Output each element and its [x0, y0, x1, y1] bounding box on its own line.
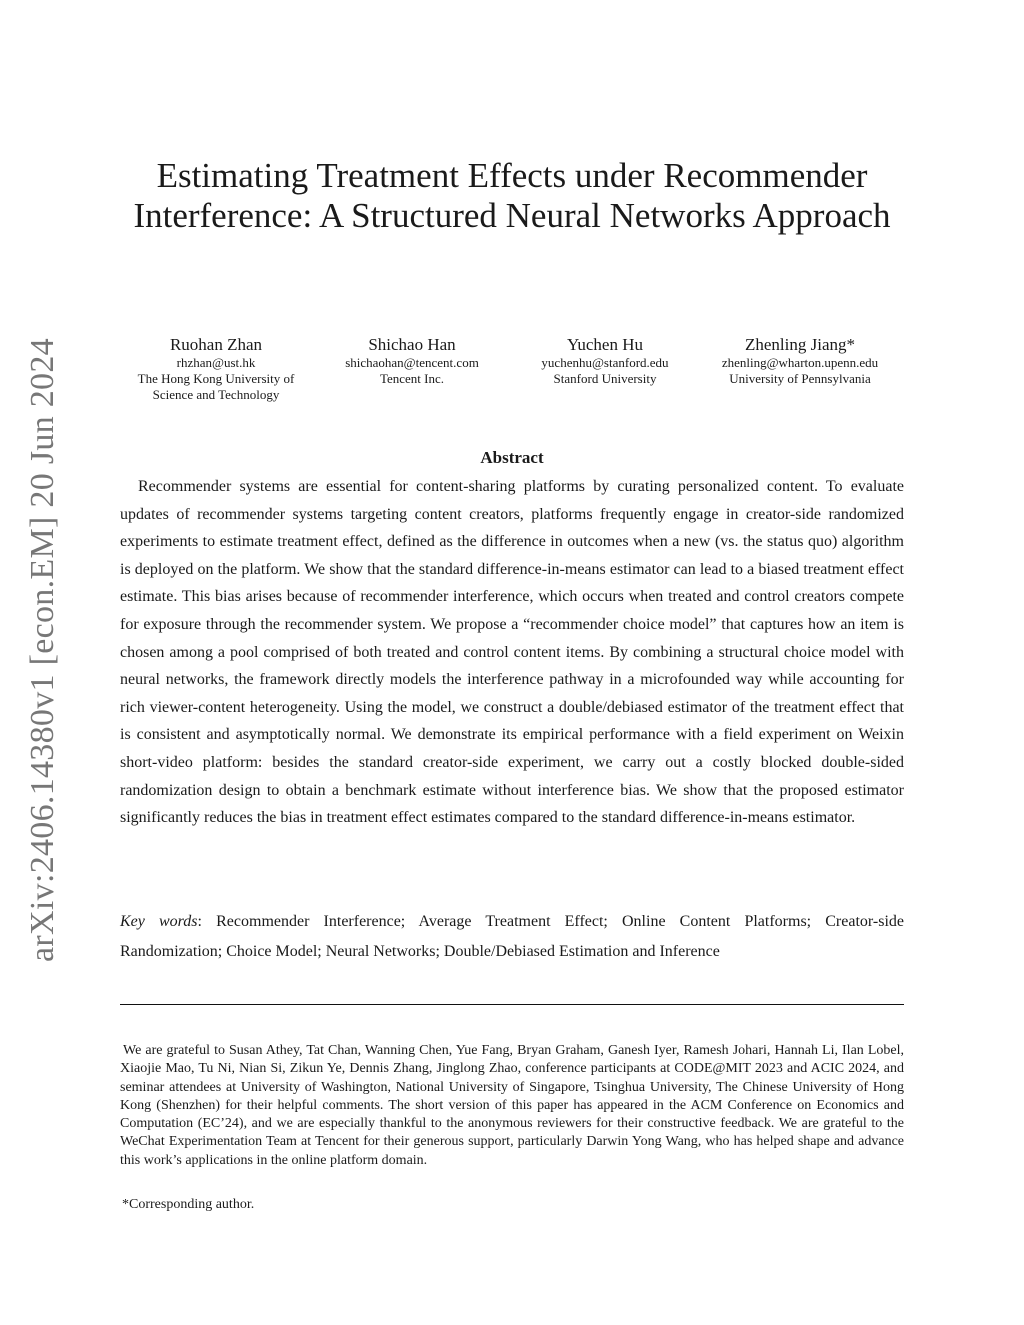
- author-email: shichaohan@tencent.com: [345, 355, 479, 370]
- footnote-divider: [120, 1004, 904, 1005]
- author-block: [318, 334, 506, 387]
- author-block: [515, 334, 695, 387]
- paper-title: Estimating Treatment Effects under Recommender Interference: A Structured Neural Networks Approach: [133, 156, 891, 235]
- keywords-paragraph: [120, 907, 904, 967]
- author-block: [700, 334, 900, 387]
- author-name: Zhenling Jiang*: [744, 335, 855, 354]
- author-affiliation: Science and Technology: [152, 387, 280, 402]
- author-email: rhzhan@ust.hk: [176, 355, 256, 370]
- author-name: Ruohan Zhan: [169, 335, 263, 354]
- abstract-body: Recommender systems are essential for content-sharing platforms by curating personalized content. To evaluate updates of recommender systems targeting content creators, platforms frequently engage in creator-side randomized experiments to estimate treatment effect, defined as the difference in outcomes when a new (vs. the status quo) algorithm is deployed on the platform. We show that the standard difference-in-means estimator can lead to a biased treatment effect estimate. This bias arises because of recommender interference, which occurs when treated and control creators compete for exposure through the recommender system. We propose a “recommender choice model” that captures how an item is chosen among a pool comprised of both treated and control content items. By combining a structural choice model with neural networks, the framework directly models the interference pathway in a microfounded way while accounting for rich viewer-content heterogeneity. Using the model, we construct a double/debiased estimator of the treatment effect that is consistent and asymptotically normal. We demonstrate its empirical performance with a field experiment on Weixin short-video platform: besides the standard creator-side experiment, we carry out a costly blocked double-sided randomization design to obtain a benchmark estimate without interference bias. We show that the proposed estimator significantly reduces the bias in treatment effect estimates compared to the standard difference-in-means estimator.: [120, 478, 904, 827]
- acknowledgement-footnote: We are grateful to Susan Athey, Tat Chan, Wanning Chen, Yue Fang, Bryan Graham, Ganesh Iyer, Ramesh Johari, Hannah Li, Ilan Lobel, Xiaojie Mao, Tu Ni, Nian Si, Zikun Ye, Dennis Zhang, Jinglong Zhao, conference participants at CODE@MIT 2023 and ACIC 2024, and seminar attendees at University of Washington, National University of Singapore, Tsinghua University, The Chinese University of Hong Kong (Shenzhen) for their helpful comments. The short version of this paper has appeared in the ACM Conference on Economics and Computation (EC’24), and we are especially thankful to the anonymous reviewers for their constructive feedback. We are grateful to the WeChat Experimentation Team at Tencent for their generous support, particularly Darwin Yong Wang, who has helped shape and advance this work’s applications in the online platform domain.: [120, 1043, 904, 1168]
- corresponding-author-footnote: *Corresponding author.: [122, 1197, 255, 1212]
- author-affiliation: University of Pennsylvania: [729, 371, 871, 386]
- author-email: zhenling@wharton.upenn.edu: [721, 355, 879, 370]
- abstract-heading: Abstract: [480, 448, 544, 467]
- author-name: Yuchen Hu: [566, 335, 643, 354]
- keywords-list: : Recommender Interference; Average Treatment Effect; Online Content Platforms; Creator-side Randomization; Choice Model; Neural Networks; Double/Debiased Estimation and Inference: [120, 913, 905, 960]
- arxiv-identifier-stamp: arXiv:2406.14380v1 [econ.EM] 20 Jun 2024: [24, 338, 61, 962]
- author-affiliation: The Hong Kong University of: [137, 371, 295, 386]
- author-email: yuchenhu@stanford.edu: [541, 355, 669, 370]
- author-name: Shichao Han: [368, 335, 456, 354]
- author-block: [102, 334, 330, 403]
- keywords-label: Key words: [120, 913, 198, 930]
- author-affiliation: Tencent Inc.: [379, 371, 445, 386]
- author-affiliation: Stanford University: [553, 371, 657, 386]
